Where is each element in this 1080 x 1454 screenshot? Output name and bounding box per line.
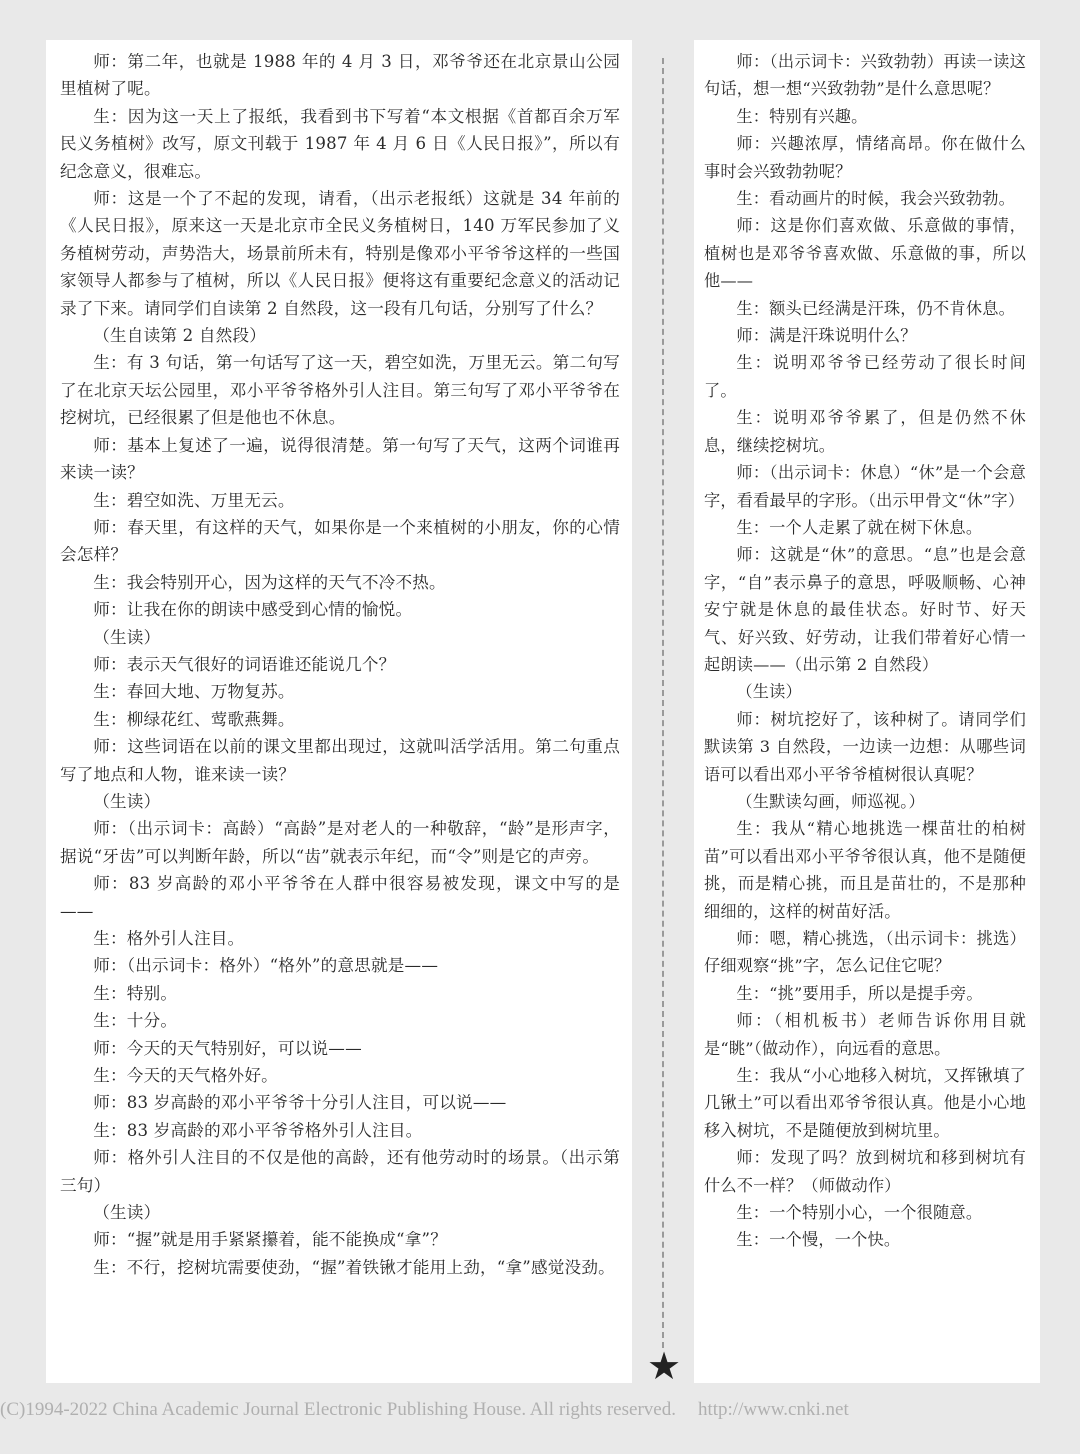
- paragraph: 生：不行，挖树坑需要使劲，“握”着铁锹才能用上劲，“拿”感觉没劲。: [93, 1257, 615, 1277]
- paragraph: 生：我会特别开心，因为这样的天气不冷不热。: [93, 572, 446, 592]
- paragraph: 师：“握”就是用手紧紧攥着，能不能换成“拿”？: [93, 1230, 448, 1250]
- paragraph: 师：兴趣浓厚，情绪高昂。你在做什么事时会兴致勃勃呢？: [704, 134, 1026, 181]
- paragraph: 生：“挑”要用手，所以是提手旁。: [736, 983, 983, 1003]
- paragraph: 师：表示天气很好的词语谁还能说几个？: [93, 654, 396, 674]
- paragraph: 生：特别有兴趣。: [736, 106, 868, 126]
- left-text-column: [46, 40, 632, 1383]
- paragraph: 师：（出示词卡：休息）“休”是一个会意字，看看最早的字形。（出示甲骨文“休”字）: [704, 463, 1026, 510]
- paragraph: 生：我从“小心地移入树坑，又挥锹填了几锹土”可以看出邓爷爷很认真。他是小心地移入树坑，不是随便放到树坑里。: [704, 1066, 1026, 1140]
- paragraph: 生：说明邓爷爷已经劳动了很长时间了。: [704, 353, 1026, 400]
- paragraph: 师：让我在你的朗读中感受到心情的愉悦。: [93, 600, 413, 620]
- paragraph: 生：有 3 句话，第一句话写了这一天，碧空如洗，万里无云。第二句写了在北京天坛公园里，邓小平爷爷格外引人注目。第三句写了邓小平爷爷在挖树坑，已经很累了但是他也不休息。: [60, 353, 620, 428]
- footer-url: http://www.cnki.net: [697, 1399, 849, 1420]
- paragraph: 生：83 岁高龄的邓小平爷爷格外引人注目。: [93, 1120, 423, 1140]
- column-divider: [662, 58, 664, 1348]
- paragraph: 师：基本上复述了一遍，说得很清楚。第一句写了天气，这两个词谁再来读一读？: [60, 435, 620, 483]
- paragraph: 生：十分。: [93, 1011, 178, 1031]
- paragraph: 生：看动画片的时候，我会兴致勃勃。: [736, 189, 1015, 209]
- paragraph: 师：格外引人注目的不仅是他的高龄，还有他劳动时的场景。（出示第三句）: [60, 1148, 620, 1195]
- paragraph: 生：柳绿花红、莺歌燕舞。: [93, 709, 295, 729]
- paragraph: 师：83 岁高龄的邓小平爷爷十分引人注目，可以说——: [93, 1093, 507, 1113]
- paragraph: 生：格外引人注目。: [93, 929, 245, 948]
- paragraph: （生读）: [93, 791, 161, 811]
- paragraph: 师：这些词语在以前的课文里都出现过，这就叫活学活用。第二句重点写了地点和人物，谁来读一读？: [60, 737, 620, 784]
- paragraph: 生：一个人走累了就在树下休息。: [736, 517, 983, 537]
- paragraph: 师：满是汗珠说明什么？: [736, 326, 917, 346]
- paragraph: （生默读勾画，师巡视。）: [736, 791, 925, 811]
- paragraph: 师：这是你们喜欢做、乐意做的事情，植树也是邓爷爷喜欢做、乐意做的事，所以他——: [704, 216, 1026, 291]
- paragraph: 生：一个特别小心，一个很随意。: [736, 1203, 983, 1223]
- paragraph: 生：碧空如洗、万里无云。: [93, 490, 295, 510]
- footer: [0, 1396, 1080, 1424]
- paragraph: 师：（相机板书）老师告诉你用目就是“眺”（做动作），向远看的意思。: [704, 1011, 1026, 1058]
- paragraph: 师：（出示词卡：兴致勃勃）再读一读这句话，想一想“兴致勃勃”是什么意思呢？: [704, 52, 1026, 99]
- paragraph: 生：说明邓爷爷累了，但是仍然不休息，继续挖树坑。: [704, 408, 1026, 455]
- paragraph: 师：（出示词卡：格外）“格外”的意思就是——: [93, 956, 439, 976]
- paragraph: 师：嗯，精心挑选，（出示词卡：挑选）仔细观察“挑”字，怎么记住它呢？: [704, 929, 1026, 976]
- paragraph: 生：额头已经满是汗珠，仍不肯休息。: [736, 298, 1015, 318]
- paragraph: 师：树坑挖好了，该种树了。请同学们默读第 3 自然段，一边读一边想：从哪些词语可以看出邓小平爷爷植树很认真呢？: [704, 709, 1026, 784]
- paragraph: 师：这就是“休”的意思。“息”也是会意字，“自”表示鼻子的意思，呼吸顺畅、心神安宁就是休息的最佳状态。好时节、好天气、好兴致、好劳动，让我们带着好心情一起朗读——（出示第 2 自然段）: [704, 545, 1026, 674]
- paragraph: 师：今天的天气特别好，可以说——: [93, 1038, 362, 1058]
- paragraph: 师：83 岁高龄的邓小平爷爷在人群中很容易被发现，课文中写的是——: [60, 874, 620, 921]
- star-icon: ★: [646, 1344, 682, 1388]
- paragraph: 生：我从“精心地挑选一棵苗壮的柏树苗”可以看出邓小平爷爷很认真，他不是随便挑，而是精心挑，而且是苗壮的，不是那种细细的，这样的树苗好活。: [704, 819, 1026, 921]
- paragraph: 师：（出示词卡：高龄）“高龄”是对老人的一种敬辞，“龄”是形声字，据说“牙齿”可以判断年龄，所以“齿”就表示年纪，而“令”则是它的声旁。: [60, 819, 620, 866]
- paragraph: （生读）: [93, 627, 161, 647]
- paragraph: 生：今天的天气格外好。: [93, 1066, 278, 1086]
- footer-copyright: (C)1994-2022 China Academic Journal Electronic Publishing House. All rights reserved.: [0, 1399, 676, 1420]
- paragraph: （生读）: [736, 682, 802, 702]
- paragraph: 师：这是一个了不起的发现，请看，（出示老报纸）这就是 34 年前的《人民日报》，原来这一天是北京市全民义务植树日，140 万军民参加了义务植树劳动，声势浩大，场景前所未有，特别是像邓小平爷爷这样的一些国家领导人都参与了植树，所以《人民日报》便将这有重要纪念意义的活动记录了下来。请同学们自读第 2 自然段，这一段有几句话，分别写了什么？: [60, 189, 620, 318]
- paragraph: 生：春回大地、万物复苏。: [93, 682, 295, 702]
- paragraph: （生自读第 2 自然段）: [93, 326, 267, 346]
- right-text-column: [694, 40, 1040, 1383]
- paragraph: 生：特别。: [93, 983, 178, 1003]
- paragraph: 师：春天里，有这样的天气，如果你是一个来植树的小朋友，你的心情会怎样？: [60, 517, 620, 565]
- paragraph: （生读）: [93, 1203, 161, 1223]
- paragraph: 师：发现了吗？放到树坑和移到树坑有什么不一样？（师做动作）: [704, 1148, 1026, 1195]
- paragraph: 生：因为这一天上了报纸，我看到书下写着“本文根据《首都百余万军民义务植树》改写，原文刊载于 1987 年 4 月 6 日《人民日报》”，所以有纪念意义，很难忘。: [60, 106, 620, 181]
- paragraph: 师：第二年，也就是 1988 年的 4 月 3 日，邓爷爷还在北京景山公园里植树了呢。: [60, 52, 620, 99]
- paragraph: 生：一个慢，一个快。: [736, 1230, 901, 1250]
